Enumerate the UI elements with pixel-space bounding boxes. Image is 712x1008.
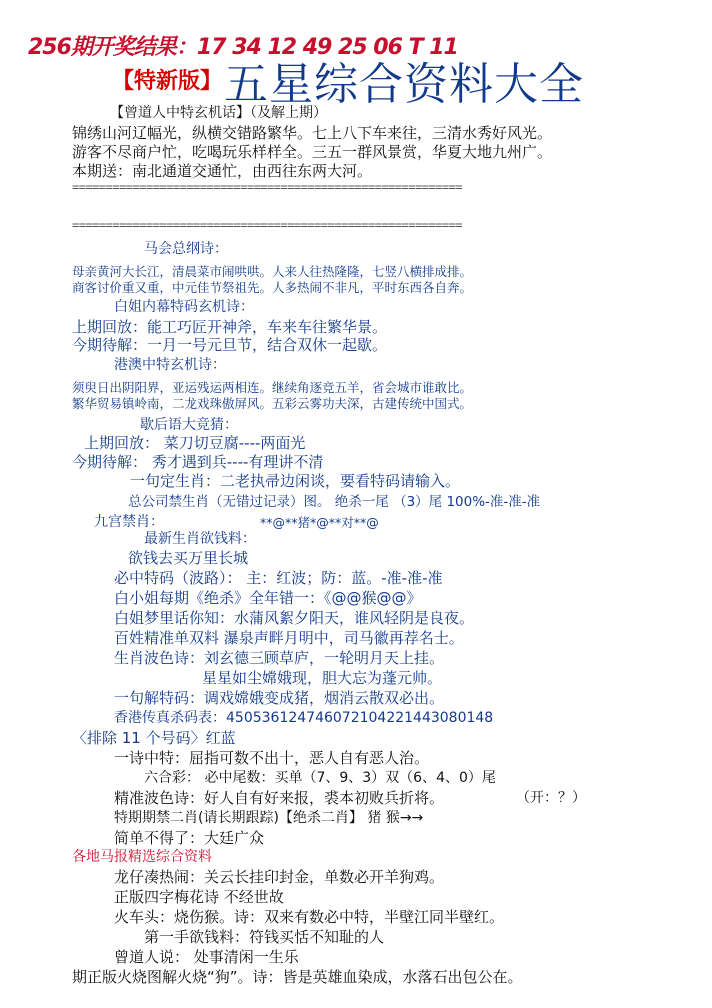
verse-line: 百姓精准单双料 瀑泉声畔月明中，司马徽再荐名士。	[114, 629, 464, 647]
verse-line: 特期期禁二肖(请长期跟踪)【绝杀二肖】 猪 猴→→	[114, 810, 424, 826]
verse-line: 火车头：烧伤猴。诗：双来有数必中特，半壁江同半壁红。	[114, 908, 505, 926]
verse-line: 曾道人说： 处事清闲一生乐	[114, 948, 299, 966]
verse-line: 〈排除 11 个号码〉红蓝	[72, 729, 236, 747]
section-heading-mahui: 马会总纲诗：	[144, 241, 228, 257]
verse-line: 白姐梦里话你知：水蒲风絮夕阳天，谁风轻阴是良夜。	[114, 609, 475, 627]
verse-line: 精准波色诗：好人自有好来报，裘本初败兵折将。	[114, 789, 445, 807]
jiugong-label: 九宫禁肖：	[94, 514, 164, 530]
verse-line: 游客不尽商户忙，吃喝玩乐样样全。三五一群风景赏，华夏大地九州广。	[72, 143, 553, 161]
verse-line: 今期待解： 秀才遇到兵----有理讲不清	[72, 453, 324, 471]
verse-line: 一句解特码：调戏嫦娥变成猪，烟消云散双必出。	[114, 689, 445, 707]
jiugong-value: **@**猪*@**对**@	[260, 515, 379, 530]
section-heading-yuqian: 最新生肖欲钱料：	[144, 531, 256, 547]
verse-line: 生肖波色诗：刘玄德三顾草庐，一轮明月天上挂。	[114, 649, 445, 667]
verse-line: 母亲黄河大长江，清晨菜市闹哄哄。人来人往热隆隆，七竖八横排成排。	[72, 264, 473, 279]
verse-line: 总公司禁生肖（无错过记录）图。 绝杀一尾 （3）尾 100%-准-准-准	[128, 494, 541, 510]
verse-line: 正版四字梅花诗 不经世故	[114, 888, 284, 906]
separator-line: ==========================================================	[72, 218, 463, 232]
separator-line: ==========================================================	[72, 180, 463, 194]
section-heading-mabao: 各地马报精选综合资料	[72, 849, 212, 865]
verse-line: 欲钱去买万里长城	[128, 549, 249, 567]
verse-line: 必中特码（波路）： 主：红波；防：蓝。-准-准-准	[114, 569, 443, 587]
draw-result-banner: 256期开奖结果：17 34 12 49 25 06 T 11	[28, 35, 458, 60]
verse-line: 上期回放：能工巧匠开神斧，车来车往繁华景。	[72, 318, 388, 336]
section-heading-baijie: 白姐内幕特码玄机诗：	[114, 299, 254, 315]
verse-line: 期正版火烧图解火烧“狗”。诗：皆是英雄血染成，水落石出包公在。	[72, 968, 523, 986]
section-heading-gangao: 港澳中特玄机诗：	[114, 357, 226, 373]
verse-line: 须臾日出阴阳界，亚运残运两相连。继续角逐竞五羊，省会城市谁敢比。	[72, 380, 473, 395]
verse-line: 第一手欲钱料：符钱买恬不知耻的人	[144, 928, 385, 946]
verse-line: 锦绣山河辽幅光，纵横交错路繁华。七上八下车来往，三清水秀好风光。	[72, 124, 553, 142]
verse-line: 今期待解：一月一号元旦节，结合双休一起歇。	[72, 336, 388, 354]
section-heading-zengdaoren: 【曾道人中特玄机话】（及解上期）	[110, 105, 327, 121]
verse-line: 简单不得了：大廷广众	[114, 829, 265, 847]
edition-badge: 【特新版】	[112, 69, 223, 94]
verse-line: 上期回放： 菜刀切豆腐----两面光	[84, 434, 306, 452]
verse-line: 星星如尘嫦娥现，胆大忘为蓬元帅。	[202, 669, 443, 687]
verse-line: 白小姐每期《绝杀》全年错一：《@@猴@@》	[114, 589, 422, 607]
verse-line: 繁华贸易镇岭南，二龙戏珠傲屏风。五彩云雾功夫深，古建传统中国式。	[72, 396, 473, 411]
verse-line: 六合彩： 必中尾数：买单（7、9、3）双（6、4、0）尾	[144, 770, 496, 786]
verse-line: 香港传真杀码表：45053612474607210422144308014​8	[114, 710, 494, 726]
page-title: 五星综合资料大全	[224, 59, 584, 110]
verse-line: 本期送：南北通道交通忙，由西往东两大河。	[72, 162, 373, 180]
verse-line: 龙仔凑热闹：关云长挂印封金，单数必开羊狗鸡。	[114, 868, 445, 886]
verse-line: 一诗中特：屈指可数不出十，恶人自有恶人治。	[114, 749, 430, 767]
open-note: （开：？）	[516, 790, 586, 806]
verse-line: 一句定生肖：二老执帚边闲谈，要看特码请输入。	[130, 472, 461, 490]
verse-line: 商客讨价重又重，中元佳节祭祖先。人多热闹不非凡，平时东西各自奔。	[72, 280, 473, 295]
section-heading-xiehouyu: 歇后语大竞猜：	[140, 417, 238, 433]
